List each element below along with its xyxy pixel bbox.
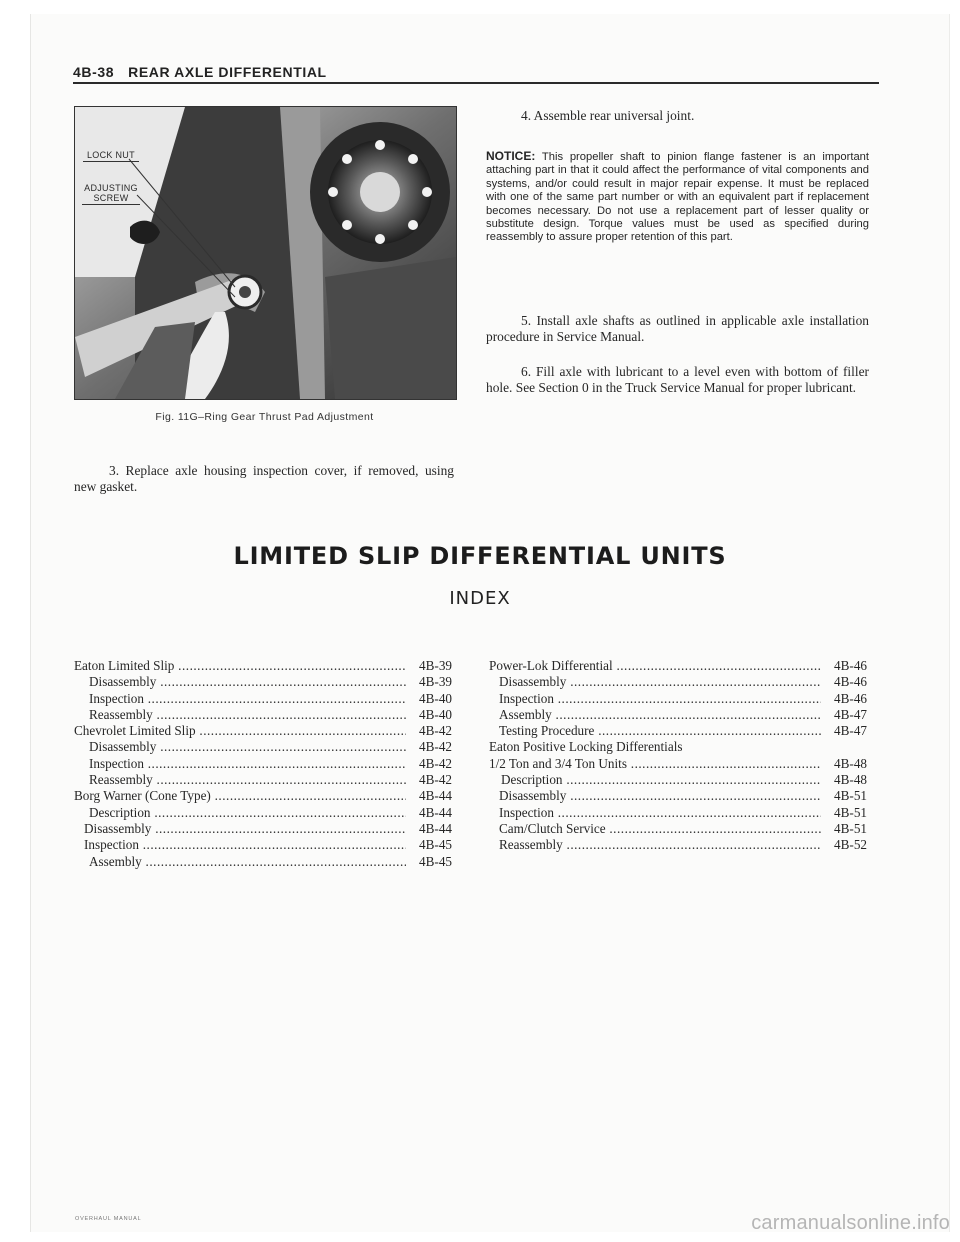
step-4-text: 4. Assemble rear universal joint. xyxy=(521,108,695,123)
index-entry[interactable] xyxy=(489,723,867,739)
index-entry-label: Inspection ..... xyxy=(489,805,821,821)
index-entry[interactable] xyxy=(74,658,452,674)
index-entry-label: Power-Lok Differential ..... xyxy=(489,658,821,674)
index-entry-label: 1/2 Ton and 3/4 Ton Units ..... xyxy=(489,756,821,772)
section-heading: LIMITED SLIP DIFFERENTIAL UNITS xyxy=(233,542,727,570)
index-entry[interactable] xyxy=(74,788,452,804)
index-entry-page: 4B-40 xyxy=(419,690,452,706)
index-entry-label: Description ..... xyxy=(74,805,406,821)
header-rule xyxy=(73,82,879,84)
callout-lock-nut: LOCK NUT xyxy=(83,150,139,162)
step-6-text: 6. Fill axle with lubricant to a level even with bottom of filler hole. See Section 0 in the Truck Service Manual for proper lubricant. xyxy=(486,364,869,395)
page-header xyxy=(73,64,879,80)
index-entry[interactable] xyxy=(74,756,452,772)
index-entry[interactable] xyxy=(74,723,452,739)
index-entry-label: Eaton Limited Slip ..... xyxy=(74,658,406,674)
footer-manual-name: OVERHAUL MANUAL xyxy=(75,1216,142,1222)
index-entry-label: Inspection ..... xyxy=(74,837,406,853)
callout-adjusting-screw: ADJUSTING SCREW xyxy=(82,183,140,205)
notice-paragraph xyxy=(486,150,869,245)
step-5-text: 5. Install axle shafts as outlined in applicable axle installation procedure in Service Manual. xyxy=(486,313,869,344)
index-entry-label: Disassembly ..... xyxy=(489,674,821,690)
index-entry[interactable] xyxy=(489,805,867,821)
index-entry[interactable] xyxy=(489,837,867,853)
index-entry[interactable] xyxy=(489,674,867,690)
notice-label: NOTICE: xyxy=(486,149,536,163)
index-heading: INDEX xyxy=(449,588,511,609)
index-entry-heading[interactable] xyxy=(489,739,867,755)
index-entry-page: 4B-42 xyxy=(419,739,452,755)
index-entry-label: Borg Warner (Cone Type) ..... xyxy=(74,788,406,804)
index-entry-page: 4B-48 xyxy=(834,772,867,788)
index-entry[interactable] xyxy=(489,707,867,723)
index-entry-page: 4B-51 xyxy=(834,820,867,836)
index-entry-page: 4B-44 xyxy=(419,804,452,820)
index-entry-label: Inspection ..... xyxy=(74,691,406,707)
index-entry-page: 4B-51 xyxy=(834,804,867,820)
index-entry[interactable] xyxy=(74,707,452,723)
index-left-column xyxy=(74,658,452,870)
index-entry[interactable] xyxy=(74,674,452,690)
index-entry-page: 4B-46 xyxy=(834,690,867,706)
index-entry[interactable] xyxy=(489,756,867,772)
index-entry-label: Reassembly ..... xyxy=(489,837,821,853)
index-entry-label: Chevrolet Limited Slip ..... xyxy=(74,723,406,739)
index-entry-label: Disassembly ..... xyxy=(74,821,406,837)
step-5-paragraph xyxy=(486,313,869,345)
index-entry-label: Testing Procedure ..... xyxy=(489,723,821,739)
index-entry[interactable] xyxy=(74,805,452,821)
index-entry-page: 4B-45 xyxy=(419,837,452,853)
index-entry[interactable] xyxy=(489,658,867,674)
page-number: 4B-38 xyxy=(73,64,115,80)
index-entry-page: 4B-42 xyxy=(419,772,452,788)
index-entry-page: 4B-44 xyxy=(419,820,452,836)
step-4-paragraph xyxy=(486,108,869,124)
index-entry-label: Inspection ..... xyxy=(489,691,821,707)
index-entry[interactable] xyxy=(74,772,452,788)
step-6-paragraph xyxy=(486,364,869,396)
index-entry-page: 4B-48 xyxy=(834,755,867,771)
index-entry-label: Assembly ..... xyxy=(74,854,406,870)
index-entry-page: 4B-42 xyxy=(419,755,452,771)
index-entry-label: Reassembly ..... xyxy=(74,772,406,788)
index-entry-label: Inspection ..... xyxy=(74,756,406,772)
index-entry[interactable] xyxy=(74,739,452,755)
index-entry-page: 4B-39 xyxy=(419,674,452,690)
index-entry-page: 4B-45 xyxy=(419,853,452,869)
notice-text: This propeller shaft to pinion flange fastener is an important attaching part in that it could affect the performance of vital components and systems, and/or could result in major repair expense. It must be replaced with one of the same part number or with an equivalent part if replacement becomes necessary. Do not use a replacement part of lesser quality or substitute design. Torque values must be used as specified during reassembly to assure proper retention of this part. xyxy=(486,151,870,244)
index-entry-page: 4B-39 xyxy=(419,658,452,673)
index-entry-label: Disassembly ..... xyxy=(489,788,821,804)
index-entry-label: Reassembly ..... xyxy=(74,707,406,723)
index-entry-label: Disassembly ..... xyxy=(74,739,406,755)
index-entry[interactable] xyxy=(74,691,452,707)
index-entry-page: 4B-47 xyxy=(834,723,867,739)
index-entry-label: Description ..... xyxy=(489,772,821,788)
figure-photo xyxy=(74,106,457,400)
index-entry[interactable] xyxy=(74,837,452,853)
index-entry-label: Assembly ..... xyxy=(489,707,821,723)
index-entry[interactable] xyxy=(74,821,452,837)
index-entry[interactable] xyxy=(489,691,867,707)
index-entry-label: Cam/Clutch Service ..... xyxy=(489,821,821,837)
step-3-paragraph xyxy=(74,463,454,495)
step-3-text: 3. Replace axle housing inspection cover, if removed, using new gasket. xyxy=(74,463,454,494)
watermark-link[interactable]: carmanualsonline.info xyxy=(751,1212,950,1234)
index-entry-page: 4B-46 xyxy=(834,658,867,673)
index-entry-label: Disassembly ..... xyxy=(74,674,406,690)
index-right-column xyxy=(489,658,867,854)
index-entry-label: Eaton Positive Locking Differentials xyxy=(489,739,683,755)
index-entry[interactable] xyxy=(489,821,867,837)
index-entry-page: 4B-51 xyxy=(834,788,867,804)
index-entry-page: 4B-47 xyxy=(834,706,867,722)
index-entry-page: 4B-44 xyxy=(419,788,452,804)
figure-caption: Fig. 11G–Ring Gear Thrust Pad Adjustment xyxy=(155,411,374,423)
index-entry-page: 4B-46 xyxy=(834,674,867,690)
section-title: REAR AXLE DIFFERENTIAL xyxy=(128,64,327,80)
index-entry[interactable] xyxy=(489,788,867,804)
index-entry-page: 4B-52 xyxy=(834,837,867,853)
index-entry[interactable] xyxy=(74,854,452,870)
index-entry-page: 4B-42 xyxy=(419,723,452,739)
index-entry-page: 4B-40 xyxy=(419,706,452,722)
index-entry[interactable] xyxy=(489,772,867,788)
